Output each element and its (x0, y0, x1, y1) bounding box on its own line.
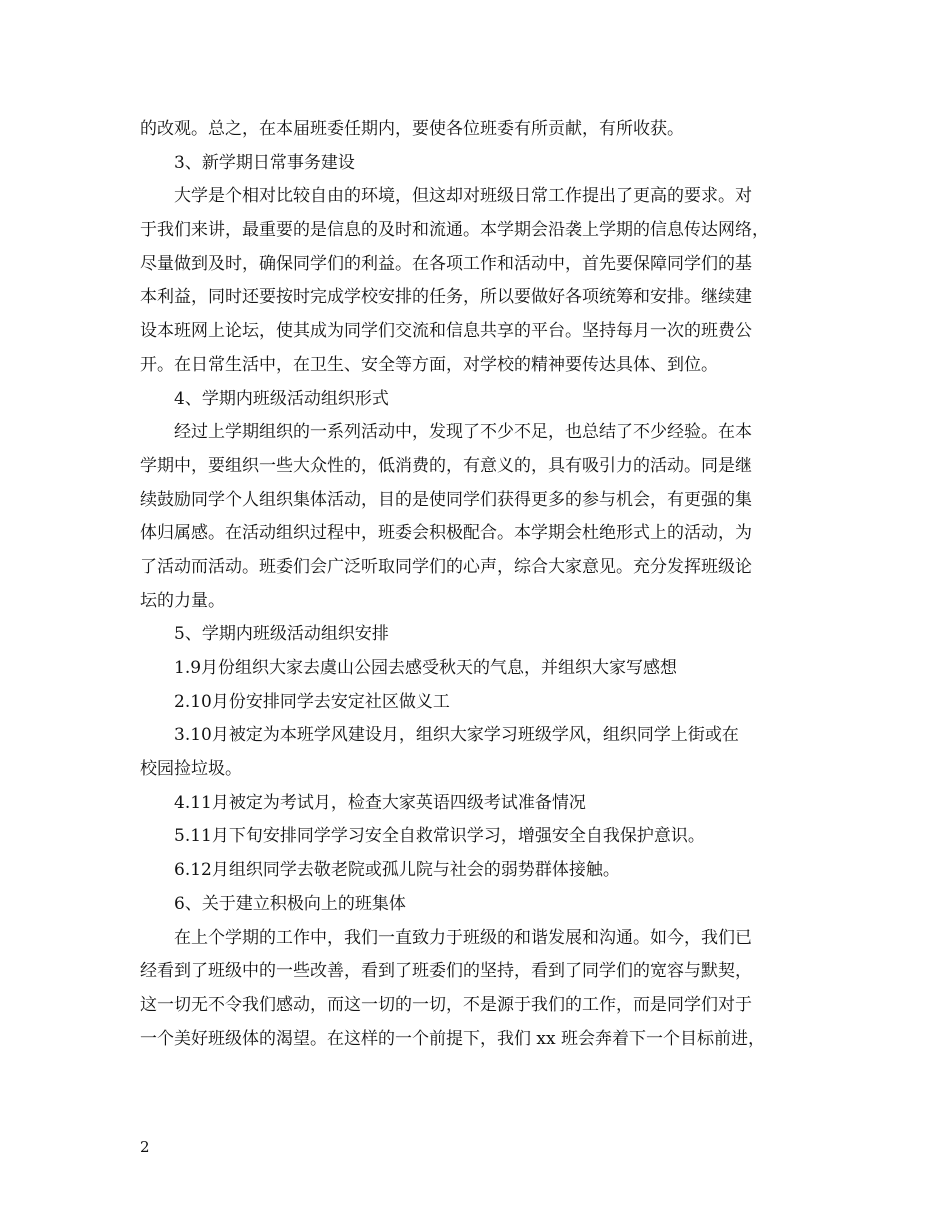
text-line: 5、学期内班级活动组织安排 (174, 624, 389, 645)
text-line: 开。在日常生活中，在卫生、安全等方面，对学校的精神要传达具体、到位。 (140, 354, 718, 375)
page-number: 2 (140, 1138, 150, 1156)
text-line: 校园捡垃圾。 (140, 759, 242, 780)
text-line: 6、关于建立积极向上的班集体 (174, 893, 406, 914)
text-line: 了活动而活动。班委们会广泛听取同学们的心声，综合大家意见。充分发挥班级论 (140, 556, 752, 577)
text-line: 大学是个相对比较自由的环境，但这却对班级日常工作提出了更高的要求。对 (174, 186, 752, 207)
text-line: 坛的力量。 (140, 590, 225, 611)
text-line: 续鼓励同学个人组织集体活动，目的是使同学们获得更多的参与机会，有更强的集 (140, 489, 752, 510)
text-line: 3.10月被定为本班学风建设月，组织大家学习班级学风，组织同学上街或在 (174, 725, 739, 746)
text-line: 5.11月下旬安排同学学习安全自救常识学习，增强安全自我保护意识。 (174, 826, 705, 847)
text-line: 一个美好班级体的渴望。在这样的一个前提下，我们 xx 班会奔着下一个目标前进， (140, 1028, 765, 1049)
text-line: 6.12月组织同学去敬老院或孤儿院与社会的弱势群体接触。 (174, 860, 620, 881)
text-line: 尽量做到及时，确保同学们的利益。在各项工作和活动中，首先要保障同学们的基 (140, 253, 752, 274)
text-line: 经过上学期组织的一系列活动中，发现了不少不足，也总结了不少经验。在本 (174, 422, 752, 443)
text-line: 3、新学期日常事务建设 (174, 152, 355, 173)
text-line: 4、学期内班级活动组织形式 (174, 388, 389, 409)
text-line: 1.9月份组织大家去虞山公园去感受秋天的气息，并组织大家写感想 (174, 658, 678, 678)
text-line: 学期中，要组织一些大众性的，低消费的，有意义的，具有吸引力的活动。同是继 (140, 455, 752, 476)
text-line: 经看到了班级中的一些改善，看到了班委们的坚持，看到了同学们的宽容与默契， (140, 961, 752, 982)
text-line: 的改观。总之，在本届班委任期内，要使各位班委有所贡献，有所收获。 (140, 119, 684, 139)
text-line: 这一切无不令我们感动，而这一切的一切，不是源于我们的工作，而是同学们对于 (140, 994, 752, 1015)
text-line: 于我们来讲，最重要的是信息的及时和流通。本学期会沿袭上学期的信息传达网络， (140, 220, 769, 241)
text-line: 本利益，同时还要按时完成学校安排的任务，所以要做好各项统筹和安排。继续建 (140, 287, 752, 308)
text-line: 体归属感。在活动组织过程中，班委会积极配合。本学期会杜绝形式上的活动，为 (140, 523, 752, 544)
text-line: 4.11月被定为考试月，检查大家英语四级考试准备情况 (174, 792, 586, 813)
text-line: 2.10月份安排同学去安定社区做义工 (174, 691, 450, 712)
text-line: 设本班网上论坛，使其成为同学们交流和信息共享的平台。坚持每月一次的班费公 (140, 321, 752, 342)
text-line: 在上个学期的工作中，我们一直致力于班级的和谐发展和沟通。如今，我们已 (174, 927, 752, 948)
body-text (140, 113, 826, 1056)
